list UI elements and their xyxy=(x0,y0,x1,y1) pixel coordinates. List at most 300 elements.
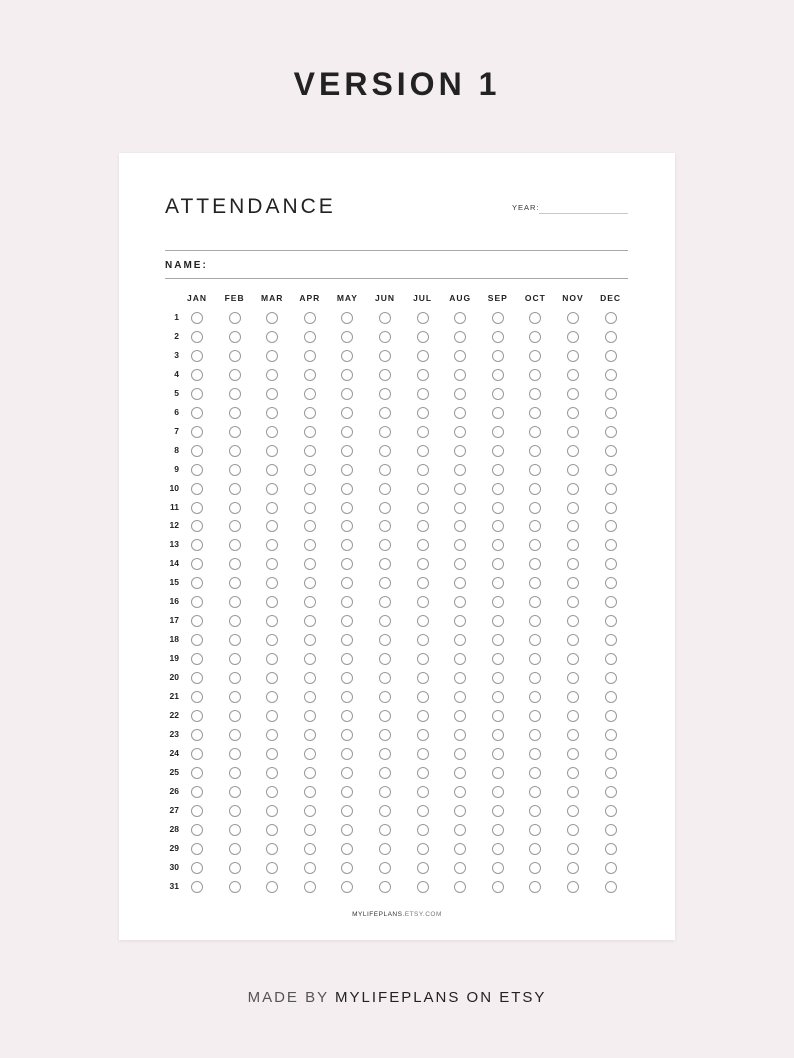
attendance-circle-aug-17[interactable] xyxy=(454,615,466,627)
attendance-circle-sep-21[interactable] xyxy=(492,691,504,703)
attendance-circle-oct-12[interactable] xyxy=(529,520,541,532)
attendance-circle-nov-19[interactable] xyxy=(567,653,579,665)
attendance-circle-sep-16[interactable] xyxy=(492,596,504,608)
attendance-circle-apr-12[interactable] xyxy=(304,520,316,532)
attendance-circle-nov-30[interactable] xyxy=(567,862,579,874)
attendance-circle-dec-19[interactable] xyxy=(605,653,617,665)
attendance-circle-oct-11[interactable] xyxy=(529,502,541,514)
attendance-circle-jul-10[interactable] xyxy=(417,483,429,495)
attendance-circle-jul-29[interactable] xyxy=(417,843,429,855)
attendance-circle-nov-26[interactable] xyxy=(567,786,579,798)
attendance-circle-mar-11[interactable] xyxy=(266,502,278,514)
attendance-circle-aug-11[interactable] xyxy=(454,502,466,514)
attendance-circle-jan-21[interactable] xyxy=(191,691,203,703)
attendance-circle-mar-10[interactable] xyxy=(266,483,278,495)
attendance-circle-feb-9[interactable] xyxy=(229,464,241,476)
attendance-circle-sep-5[interactable] xyxy=(492,388,504,400)
attendance-circle-jan-2[interactable] xyxy=(191,331,203,343)
attendance-circle-jun-11[interactable] xyxy=(379,502,391,514)
attendance-circle-jan-28[interactable] xyxy=(191,824,203,836)
attendance-circle-nov-10[interactable] xyxy=(567,483,579,495)
attendance-circle-jul-16[interactable] xyxy=(417,596,429,608)
attendance-circle-aug-12[interactable] xyxy=(454,520,466,532)
attendance-circle-oct-2[interactable] xyxy=(529,331,541,343)
attendance-circle-mar-30[interactable] xyxy=(266,862,278,874)
attendance-circle-apr-23[interactable] xyxy=(304,729,316,741)
attendance-circle-jan-17[interactable] xyxy=(191,615,203,627)
attendance-circle-jun-2[interactable] xyxy=(379,331,391,343)
attendance-circle-nov-16[interactable] xyxy=(567,596,579,608)
attendance-circle-oct-13[interactable] xyxy=(529,539,541,551)
attendance-circle-jun-1[interactable] xyxy=(379,312,391,324)
attendance-circle-nov-24[interactable] xyxy=(567,748,579,760)
attendance-circle-aug-20[interactable] xyxy=(454,672,466,684)
attendance-circle-jul-18[interactable] xyxy=(417,634,429,646)
attendance-circle-mar-21[interactable] xyxy=(266,691,278,703)
attendance-circle-sep-11[interactable] xyxy=(492,502,504,514)
attendance-circle-jul-8[interactable] xyxy=(417,445,429,457)
attendance-circle-may-16[interactable] xyxy=(341,596,353,608)
attendance-circle-feb-15[interactable] xyxy=(229,577,241,589)
attendance-circle-jan-29[interactable] xyxy=(191,843,203,855)
attendance-circle-oct-18[interactable] xyxy=(529,634,541,646)
attendance-circle-aug-18[interactable] xyxy=(454,634,466,646)
attendance-circle-apr-24[interactable] xyxy=(304,748,316,760)
attendance-circle-apr-17[interactable] xyxy=(304,615,316,627)
attendance-circle-sep-9[interactable] xyxy=(492,464,504,476)
attendance-circle-dec-24[interactable] xyxy=(605,748,617,760)
attendance-circle-aug-23[interactable] xyxy=(454,729,466,741)
attendance-circle-sep-22[interactable] xyxy=(492,710,504,722)
attendance-circle-nov-22[interactable] xyxy=(567,710,579,722)
attendance-circle-sep-25[interactable] xyxy=(492,767,504,779)
attendance-circle-nov-18[interactable] xyxy=(567,634,579,646)
attendance-circle-aug-27[interactable] xyxy=(454,805,466,817)
attendance-circle-jul-2[interactable] xyxy=(417,331,429,343)
attendance-circle-aug-5[interactable] xyxy=(454,388,466,400)
attendance-circle-mar-18[interactable] xyxy=(266,634,278,646)
attendance-circle-jun-29[interactable] xyxy=(379,843,391,855)
attendance-circle-mar-15[interactable] xyxy=(266,577,278,589)
attendance-circle-dec-25[interactable] xyxy=(605,767,617,779)
attendance-circle-dec-21[interactable] xyxy=(605,691,617,703)
attendance-circle-dec-3[interactable] xyxy=(605,350,617,362)
attendance-circle-feb-30[interactable] xyxy=(229,862,241,874)
attendance-circle-mar-1[interactable] xyxy=(266,312,278,324)
attendance-circle-jan-19[interactable] xyxy=(191,653,203,665)
attendance-circle-oct-10[interactable] xyxy=(529,483,541,495)
attendance-circle-jul-20[interactable] xyxy=(417,672,429,684)
attendance-circle-nov-6[interactable] xyxy=(567,407,579,419)
attendance-circle-jan-30[interactable] xyxy=(191,862,203,874)
attendance-circle-sep-10[interactable] xyxy=(492,483,504,495)
attendance-circle-aug-21[interactable] xyxy=(454,691,466,703)
attendance-circle-may-5[interactable] xyxy=(341,388,353,400)
attendance-circle-jun-31[interactable] xyxy=(379,881,391,893)
attendance-circle-apr-8[interactable] xyxy=(304,445,316,457)
attendance-circle-oct-27[interactable] xyxy=(529,805,541,817)
attendance-circle-feb-4[interactable] xyxy=(229,369,241,381)
attendance-circle-sep-23[interactable] xyxy=(492,729,504,741)
attendance-circle-oct-9[interactable] xyxy=(529,464,541,476)
attendance-circle-dec-9[interactable] xyxy=(605,464,617,476)
attendance-circle-feb-13[interactable] xyxy=(229,539,241,551)
attendance-circle-feb-2[interactable] xyxy=(229,331,241,343)
attendance-circle-feb-19[interactable] xyxy=(229,653,241,665)
attendance-circle-mar-14[interactable] xyxy=(266,558,278,570)
attendance-circle-nov-1[interactable] xyxy=(567,312,579,324)
attendance-circle-jun-17[interactable] xyxy=(379,615,391,627)
attendance-circle-jun-24[interactable] xyxy=(379,748,391,760)
attendance-circle-feb-11[interactable] xyxy=(229,502,241,514)
attendance-circle-sep-31[interactable] xyxy=(492,881,504,893)
attendance-circle-jun-25[interactable] xyxy=(379,767,391,779)
attendance-circle-feb-14[interactable] xyxy=(229,558,241,570)
attendance-circle-may-6[interactable] xyxy=(341,407,353,419)
attendance-circle-apr-29[interactable] xyxy=(304,843,316,855)
attendance-circle-aug-14[interactable] xyxy=(454,558,466,570)
attendance-circle-feb-24[interactable] xyxy=(229,748,241,760)
attendance-circle-oct-28[interactable] xyxy=(529,824,541,836)
attendance-circle-aug-2[interactable] xyxy=(454,331,466,343)
attendance-circle-may-22[interactable] xyxy=(341,710,353,722)
attendance-circle-mar-13[interactable] xyxy=(266,539,278,551)
attendance-circle-mar-23[interactable] xyxy=(266,729,278,741)
attendance-circle-oct-24[interactable] xyxy=(529,748,541,760)
attendance-circle-dec-15[interactable] xyxy=(605,577,617,589)
attendance-circle-mar-12[interactable] xyxy=(266,520,278,532)
attendance-circle-jun-13[interactable] xyxy=(379,539,391,551)
attendance-circle-dec-7[interactable] xyxy=(605,426,617,438)
attendance-circle-dec-30[interactable] xyxy=(605,862,617,874)
attendance-circle-nov-3[interactable] xyxy=(567,350,579,362)
attendance-circle-jan-12[interactable] xyxy=(191,520,203,532)
attendance-circle-sep-28[interactable] xyxy=(492,824,504,836)
attendance-circle-dec-4[interactable] xyxy=(605,369,617,381)
attendance-circle-jul-27[interactable] xyxy=(417,805,429,817)
attendance-circle-apr-26[interactable] xyxy=(304,786,316,798)
attendance-circle-aug-29[interactable] xyxy=(454,843,466,855)
attendance-circle-aug-3[interactable] xyxy=(454,350,466,362)
attendance-circle-jan-4[interactable] xyxy=(191,369,203,381)
attendance-circle-jan-20[interactable] xyxy=(191,672,203,684)
attendance-circle-mar-28[interactable] xyxy=(266,824,278,836)
attendance-circle-nov-28[interactable] xyxy=(567,824,579,836)
attendance-circle-jul-24[interactable] xyxy=(417,748,429,760)
attendance-circle-jan-18[interactable] xyxy=(191,634,203,646)
attendance-circle-oct-26[interactable] xyxy=(529,786,541,798)
attendance-circle-feb-8[interactable] xyxy=(229,445,241,457)
attendance-circle-nov-20[interactable] xyxy=(567,672,579,684)
attendance-circle-dec-10[interactable] xyxy=(605,483,617,495)
attendance-circle-may-7[interactable] xyxy=(341,426,353,438)
attendance-circle-may-25[interactable] xyxy=(341,767,353,779)
attendance-circle-dec-17[interactable] xyxy=(605,615,617,627)
attendance-circle-jun-21[interactable] xyxy=(379,691,391,703)
attendance-circle-jun-20[interactable] xyxy=(379,672,391,684)
attendance-circle-nov-17[interactable] xyxy=(567,615,579,627)
attendance-circle-may-31[interactable] xyxy=(341,881,353,893)
attendance-circle-oct-29[interactable] xyxy=(529,843,541,855)
attendance-circle-mar-20[interactable] xyxy=(266,672,278,684)
attendance-circle-jan-14[interactable] xyxy=(191,558,203,570)
attendance-circle-jun-15[interactable] xyxy=(379,577,391,589)
attendance-circle-aug-25[interactable] xyxy=(454,767,466,779)
attendance-circle-dec-18[interactable] xyxy=(605,634,617,646)
attendance-circle-mar-4[interactable] xyxy=(266,369,278,381)
attendance-circle-nov-27[interactable] xyxy=(567,805,579,817)
attendance-circle-jun-10[interactable] xyxy=(379,483,391,495)
attendance-circle-feb-7[interactable] xyxy=(229,426,241,438)
attendance-circle-jun-18[interactable] xyxy=(379,634,391,646)
attendance-circle-sep-6[interactable] xyxy=(492,407,504,419)
attendance-circle-feb-22[interactable] xyxy=(229,710,241,722)
attendance-circle-jan-10[interactable] xyxy=(191,483,203,495)
attendance-circle-aug-26[interactable] xyxy=(454,786,466,798)
attendance-circle-feb-23[interactable] xyxy=(229,729,241,741)
attendance-circle-oct-5[interactable] xyxy=(529,388,541,400)
attendance-circle-may-30[interactable] xyxy=(341,862,353,874)
attendance-circle-oct-8[interactable] xyxy=(529,445,541,457)
attendance-circle-feb-17[interactable] xyxy=(229,615,241,627)
attendance-circle-sep-3[interactable] xyxy=(492,350,504,362)
attendance-circle-jun-5[interactable] xyxy=(379,388,391,400)
attendance-circle-jun-3[interactable] xyxy=(379,350,391,362)
attendance-circle-apr-14[interactable] xyxy=(304,558,316,570)
attendance-circle-sep-20[interactable] xyxy=(492,672,504,684)
attendance-circle-oct-7[interactable] xyxy=(529,426,541,438)
attendance-circle-apr-1[interactable] xyxy=(304,312,316,324)
attendance-circle-jul-1[interactable] xyxy=(417,312,429,324)
attendance-circle-mar-16[interactable] xyxy=(266,596,278,608)
attendance-circle-feb-18[interactable] xyxy=(229,634,241,646)
attendance-circle-aug-22[interactable] xyxy=(454,710,466,722)
attendance-circle-jan-31[interactable] xyxy=(191,881,203,893)
attendance-circle-sep-8[interactable] xyxy=(492,445,504,457)
attendance-circle-oct-23[interactable] xyxy=(529,729,541,741)
attendance-circle-apr-19[interactable] xyxy=(304,653,316,665)
attendance-circle-dec-1[interactable] xyxy=(605,312,617,324)
attendance-circle-jul-12[interactable] xyxy=(417,520,429,532)
attendance-circle-dec-28[interactable] xyxy=(605,824,617,836)
attendance-circle-aug-19[interactable] xyxy=(454,653,466,665)
attendance-circle-jun-19[interactable] xyxy=(379,653,391,665)
attendance-circle-aug-10[interactable] xyxy=(454,483,466,495)
attendance-circle-feb-25[interactable] xyxy=(229,767,241,779)
attendance-circle-jul-15[interactable] xyxy=(417,577,429,589)
attendance-circle-aug-7[interactable] xyxy=(454,426,466,438)
attendance-circle-may-9[interactable] xyxy=(341,464,353,476)
attendance-circle-jan-27[interactable] xyxy=(191,805,203,817)
attendance-circle-jan-23[interactable] xyxy=(191,729,203,741)
attendance-circle-jan-1[interactable] xyxy=(191,312,203,324)
attendance-circle-jul-19[interactable] xyxy=(417,653,429,665)
attendance-circle-jul-7[interactable] xyxy=(417,426,429,438)
attendance-circle-jul-23[interactable] xyxy=(417,729,429,741)
attendance-circle-jun-26[interactable] xyxy=(379,786,391,798)
attendance-circle-apr-18[interactable] xyxy=(304,634,316,646)
attendance-circle-jan-15[interactable] xyxy=(191,577,203,589)
attendance-circle-feb-21[interactable] xyxy=(229,691,241,703)
attendance-circle-apr-4[interactable] xyxy=(304,369,316,381)
attendance-circle-oct-19[interactable] xyxy=(529,653,541,665)
attendance-circle-jan-6[interactable] xyxy=(191,407,203,419)
attendance-circle-sep-14[interactable] xyxy=(492,558,504,570)
attendance-circle-mar-3[interactable] xyxy=(266,350,278,362)
attendance-circle-feb-31[interactable] xyxy=(229,881,241,893)
attendance-circle-mar-22[interactable] xyxy=(266,710,278,722)
attendance-circle-jul-4[interactable] xyxy=(417,369,429,381)
attendance-circle-dec-20[interactable] xyxy=(605,672,617,684)
attendance-circle-jan-9[interactable] xyxy=(191,464,203,476)
attendance-circle-sep-4[interactable] xyxy=(492,369,504,381)
attendance-circle-oct-4[interactable] xyxy=(529,369,541,381)
attendance-circle-apr-7[interactable] xyxy=(304,426,316,438)
attendance-circle-jul-22[interactable] xyxy=(417,710,429,722)
attendance-circle-nov-2[interactable] xyxy=(567,331,579,343)
attendance-circle-mar-7[interactable] xyxy=(266,426,278,438)
attendance-circle-sep-24[interactable] xyxy=(492,748,504,760)
attendance-circle-jul-25[interactable] xyxy=(417,767,429,779)
attendance-circle-feb-5[interactable] xyxy=(229,388,241,400)
attendance-circle-sep-29[interactable] xyxy=(492,843,504,855)
attendance-circle-oct-16[interactable] xyxy=(529,596,541,608)
attendance-circle-apr-6[interactable] xyxy=(304,407,316,419)
attendance-circle-nov-8[interactable] xyxy=(567,445,579,457)
attendance-circle-may-20[interactable] xyxy=(341,672,353,684)
attendance-circle-jul-21[interactable] xyxy=(417,691,429,703)
attendance-circle-may-27[interactable] xyxy=(341,805,353,817)
attendance-circle-apr-27[interactable] xyxy=(304,805,316,817)
attendance-circle-apr-30[interactable] xyxy=(304,862,316,874)
attendance-circle-apr-21[interactable] xyxy=(304,691,316,703)
attendance-circle-jun-6[interactable] xyxy=(379,407,391,419)
attendance-circle-nov-11[interactable] xyxy=(567,502,579,514)
attendance-circle-jan-24[interactable] xyxy=(191,748,203,760)
attendance-circle-sep-2[interactable] xyxy=(492,331,504,343)
attendance-circle-jun-27[interactable] xyxy=(379,805,391,817)
attendance-circle-apr-25[interactable] xyxy=(304,767,316,779)
attendance-circle-may-14[interactable] xyxy=(341,558,353,570)
attendance-circle-dec-6[interactable] xyxy=(605,407,617,419)
attendance-circle-dec-2[interactable] xyxy=(605,331,617,343)
attendance-circle-sep-7[interactable] xyxy=(492,426,504,438)
attendance-circle-sep-15[interactable] xyxy=(492,577,504,589)
attendance-circle-may-8[interactable] xyxy=(341,445,353,457)
attendance-circle-feb-26[interactable] xyxy=(229,786,241,798)
attendance-circle-jul-28[interactable] xyxy=(417,824,429,836)
attendance-circle-jan-25[interactable] xyxy=(191,767,203,779)
attendance-circle-nov-7[interactable] xyxy=(567,426,579,438)
attendance-circle-oct-20[interactable] xyxy=(529,672,541,684)
attendance-circle-dec-8[interactable] xyxy=(605,445,617,457)
attendance-circle-jan-16[interactable] xyxy=(191,596,203,608)
attendance-circle-oct-17[interactable] xyxy=(529,615,541,627)
attendance-circle-mar-9[interactable] xyxy=(266,464,278,476)
attendance-circle-may-17[interactable] xyxy=(341,615,353,627)
attendance-circle-sep-26[interactable] xyxy=(492,786,504,798)
attendance-circle-may-19[interactable] xyxy=(341,653,353,665)
attendance-circle-jul-17[interactable] xyxy=(417,615,429,627)
attendance-circle-jan-8[interactable] xyxy=(191,445,203,457)
attendance-circle-nov-25[interactable] xyxy=(567,767,579,779)
attendance-circle-may-23[interactable] xyxy=(341,729,353,741)
attendance-circle-aug-1[interactable] xyxy=(454,312,466,324)
attendance-circle-nov-12[interactable] xyxy=(567,520,579,532)
attendance-circle-may-29[interactable] xyxy=(341,843,353,855)
attendance-circle-jun-16[interactable] xyxy=(379,596,391,608)
attendance-circle-mar-31[interactable] xyxy=(266,881,278,893)
attendance-circle-mar-19[interactable] xyxy=(266,653,278,665)
attendance-circle-nov-13[interactable] xyxy=(567,539,579,551)
attendance-circle-oct-15[interactable] xyxy=(529,577,541,589)
attendance-circle-feb-20[interactable] xyxy=(229,672,241,684)
attendance-circle-nov-15[interactable] xyxy=(567,577,579,589)
attendance-circle-mar-27[interactable] xyxy=(266,805,278,817)
attendance-circle-nov-9[interactable] xyxy=(567,464,579,476)
attendance-circle-may-11[interactable] xyxy=(341,502,353,514)
attendance-circle-mar-25[interactable] xyxy=(266,767,278,779)
attendance-circle-jul-26[interactable] xyxy=(417,786,429,798)
attendance-circle-aug-6[interactable] xyxy=(454,407,466,419)
attendance-circle-nov-4[interactable] xyxy=(567,369,579,381)
attendance-circle-jul-11[interactable] xyxy=(417,502,429,514)
attendance-circle-jun-22[interactable] xyxy=(379,710,391,722)
attendance-circle-oct-22[interactable] xyxy=(529,710,541,722)
attendance-circle-mar-2[interactable] xyxy=(266,331,278,343)
attendance-circle-aug-15[interactable] xyxy=(454,577,466,589)
attendance-circle-may-3[interactable] xyxy=(341,350,353,362)
attendance-circle-feb-29[interactable] xyxy=(229,843,241,855)
attendance-circle-jul-13[interactable] xyxy=(417,539,429,551)
attendance-circle-dec-22[interactable] xyxy=(605,710,617,722)
attendance-circle-nov-5[interactable] xyxy=(567,388,579,400)
attendance-circle-dec-29[interactable] xyxy=(605,843,617,855)
attendance-circle-aug-8[interactable] xyxy=(454,445,466,457)
attendance-circle-dec-27[interactable] xyxy=(605,805,617,817)
attendance-circle-feb-16[interactable] xyxy=(229,596,241,608)
attendance-circle-jun-28[interactable] xyxy=(379,824,391,836)
attendance-circle-mar-17[interactable] xyxy=(266,615,278,627)
attendance-circle-jan-13[interactable] xyxy=(191,539,203,551)
attendance-circle-sep-30[interactable] xyxy=(492,862,504,874)
attendance-circle-jun-12[interactable] xyxy=(379,520,391,532)
attendance-circle-jul-9[interactable] xyxy=(417,464,429,476)
attendance-circle-oct-1[interactable] xyxy=(529,312,541,324)
attendance-circle-aug-31[interactable] xyxy=(454,881,466,893)
attendance-circle-dec-12[interactable] xyxy=(605,520,617,532)
attendance-circle-oct-21[interactable] xyxy=(529,691,541,703)
attendance-circle-dec-16[interactable] xyxy=(605,596,617,608)
attendance-circle-mar-6[interactable] xyxy=(266,407,278,419)
attendance-circle-dec-13[interactable] xyxy=(605,539,617,551)
attendance-circle-apr-10[interactable] xyxy=(304,483,316,495)
attendance-circle-apr-22[interactable] xyxy=(304,710,316,722)
attendance-circle-jun-8[interactable] xyxy=(379,445,391,457)
attendance-circle-jul-6[interactable] xyxy=(417,407,429,419)
attendance-circle-apr-5[interactable] xyxy=(304,388,316,400)
attendance-circle-apr-9[interactable] xyxy=(304,464,316,476)
attendance-circle-feb-3[interactable] xyxy=(229,350,241,362)
attendance-circle-apr-3[interactable] xyxy=(304,350,316,362)
attendance-circle-may-1[interactable] xyxy=(341,312,353,324)
attendance-circle-sep-12[interactable] xyxy=(492,520,504,532)
attendance-circle-sep-13[interactable] xyxy=(492,539,504,551)
attendance-circle-oct-25[interactable] xyxy=(529,767,541,779)
attendance-circle-feb-1[interactable] xyxy=(229,312,241,324)
attendance-circle-may-2[interactable] xyxy=(341,331,353,343)
year-field-line[interactable] xyxy=(539,213,628,214)
